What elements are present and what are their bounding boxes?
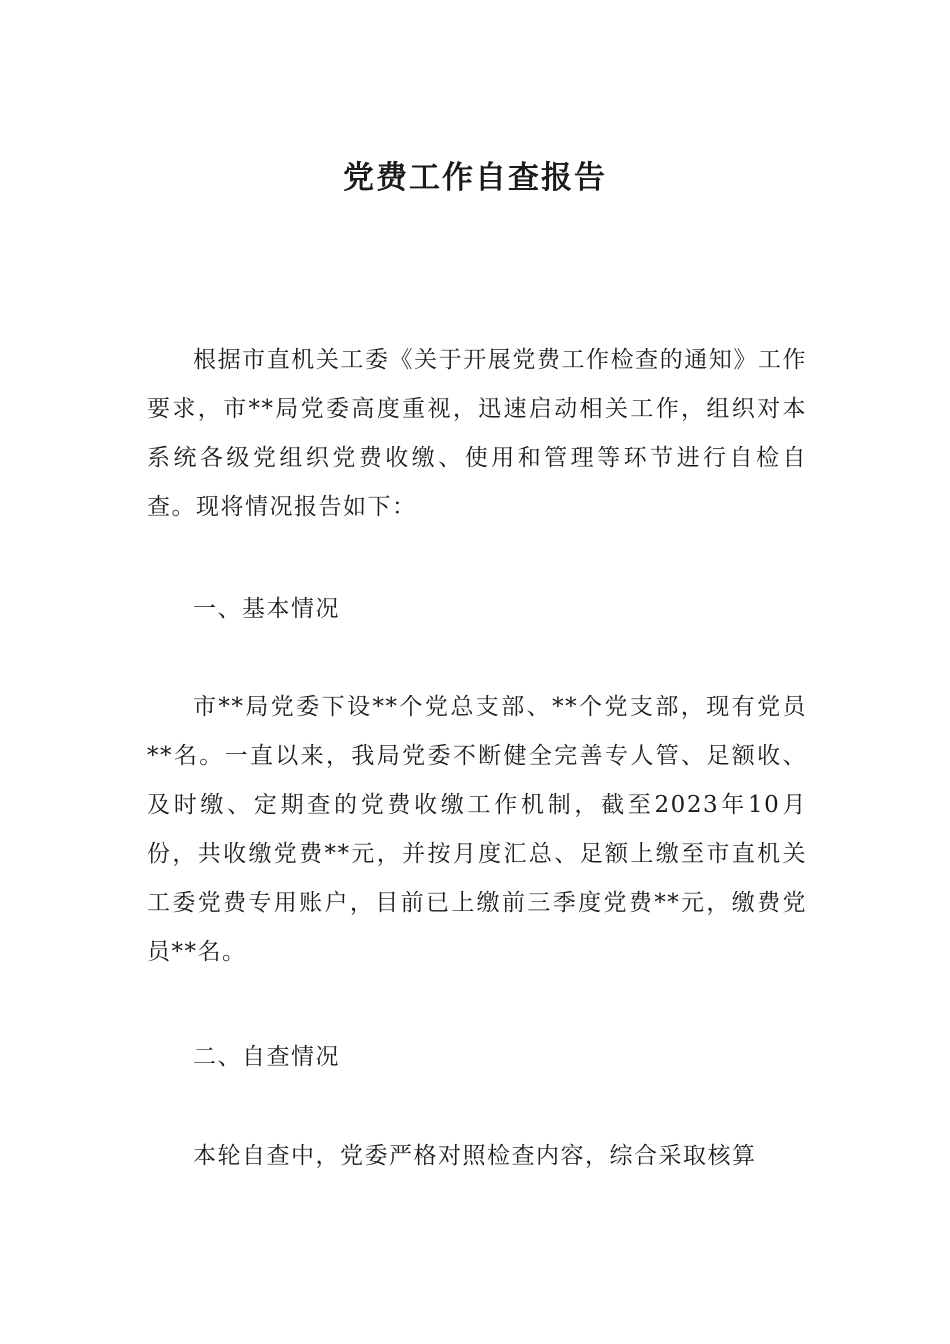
intro-paragraph: 根据市直机关工委《关于开展党费工作检查的通知》工作要求，市**局党委高度重视，迅速启动相关工作，组织对本系统各级党组织党费收缴、使用和管理等环节进行自检自查。现将情况报告如下： [147, 347, 807, 520]
section-heading-basic: 一、基本情况 [193, 596, 340, 622]
section-paragraph-selfcheck: 本轮自查中，党委严格对照检查内容，综合采取核算 [193, 1143, 757, 1169]
section-heading-selfcheck: 二、自查情况 [193, 1044, 340, 1070]
document-title: 党费工作自查报告 [343, 160, 607, 196]
section-paragraph-basic: 市**局党委下设**个党总支部、**个党支部，现有党员**名。一直以来，我局党委不断健全完善专人管、足额收、及时缴、定期查的党费收缴工作机制，截至2023年10月份，共收缴党费**元，并按月度汇总、足额上缴至市直机关工委党费专用账户，目前已上缴前三季度党费**元，缴费党员**名。 [147, 694, 807, 965]
